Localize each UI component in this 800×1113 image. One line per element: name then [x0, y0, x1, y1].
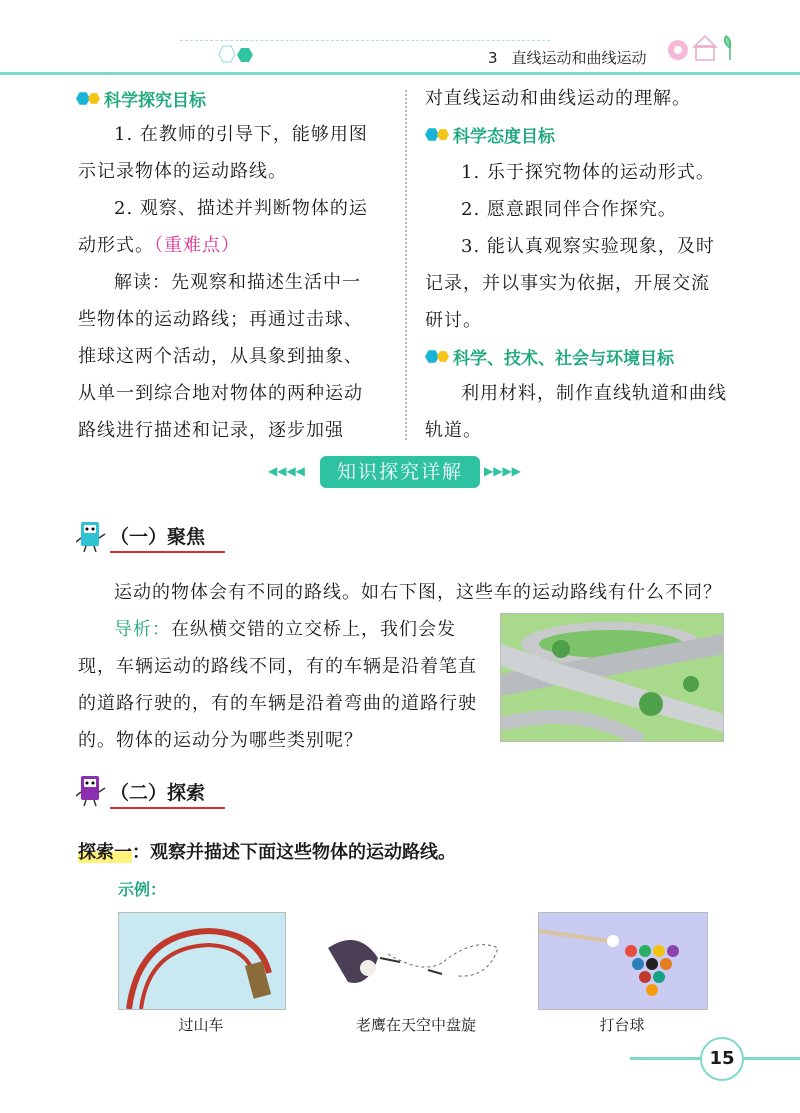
page-number: 15: [700, 1037, 744, 1081]
chapter-heading: [488, 47, 647, 68]
caption-roller-coaster: 过山车: [178, 1016, 224, 1034]
book-mascot-icon: [76, 772, 106, 808]
column-divider: [405, 90, 407, 440]
attitude-item-3: 3. 能认真观察实验现象，及时记录，并以事实为依据，开展交流研讨。: [425, 236, 715, 331]
eagle-image: [318, 918, 514, 1004]
attitude-goal-title: 科学态度目标: [453, 127, 555, 147]
explore-task: [78, 838, 456, 864]
goal-item-2-text: 2. 观察、描述并判断物体的运动形式。: [78, 198, 368, 256]
continued-text: 对直线运动和曲线运动的理解。: [425, 88, 691, 109]
house-flower-decoration-icon: [660, 28, 760, 68]
left-arrows-icon: ◀◀◀◀: [268, 464, 305, 478]
goal-item-2: [78, 190, 378, 264]
analysis-text: 在纵横交错的立交桥上，我们会发现，车辆运动的路线不同，有的车辆是沿着笔直的道路行驶的，有的车辆是沿着弯曲的道路行驶的。物体的运动分为哪些类别呢？: [78, 619, 477, 751]
roller-coaster-image: [118, 912, 286, 1010]
chapter-number: 3: [488, 49, 498, 67]
billiards-image: [538, 912, 708, 1010]
task-label: 探索一: [78, 842, 132, 863]
sts-goal-heading: [425, 344, 674, 369]
header-rule: [0, 72, 800, 75]
focus-title: （一）聚焦: [110, 522, 225, 553]
explore-title: （二）探索: [110, 778, 225, 809]
example-label: 示例：: [118, 880, 167, 899]
goal-item-1: 1. 在教师的引导下，能够用图示记录物体的运动路线。: [78, 124, 368, 182]
hexagon-icon: [425, 350, 439, 364]
sts-goal-title: 科学、技术、社会与环境目标: [453, 349, 674, 369]
focus-question: 运动的物体会有不同的路线。如右下图，这些车的运动路线有什么不同？: [114, 582, 722, 603]
hexagon-icon: [76, 92, 90, 106]
inquiry-goal-title: 科学探究目标: [104, 91, 206, 111]
chapter-title: 直线运动和曲线运动: [511, 49, 647, 67]
section-banner: 知识探究详解: [320, 456, 480, 488]
analysis-label: 导析：: [114, 619, 171, 640]
task-text: ：观察并描述下面这些物体的运动路线。: [132, 842, 456, 863]
attitude-item-1: 1. 乐于探究物体的运动形式。: [461, 162, 715, 183]
inquiry-goal-heading: [76, 86, 206, 111]
caption-eagle: 老鹰在天空中盘旋: [355, 1016, 476, 1034]
hexagon-icon: [437, 351, 449, 363]
book-mascot-icon: [76, 518, 106, 554]
focus-analysis: [78, 611, 482, 759]
caption-billiards: 打台球: [599, 1016, 645, 1034]
interchange-image: [500, 613, 724, 742]
hexagon-icon: [437, 129, 449, 141]
key-point-tag: （重难点）: [154, 235, 240, 256]
hexagon-icon: [425, 128, 439, 142]
attitude-goal-heading: [425, 122, 555, 147]
sts-item-1: 利用材料，制作直线轨道和曲线轨道。: [425, 383, 727, 441]
interpretation-paragraph: 解读：先观察和描述生活中一些物体的运动路线；再通过击球、推球这两个活动，从具象到抽象、从单一到综合地对物体的两种运动路线进行描述和记录，逐步加强: [78, 272, 363, 441]
hexagon-icon: [88, 93, 100, 105]
attitude-item-2: 2. 愿意跟同伴合作探究。: [461, 199, 677, 220]
right-arrows-icon: ▶▶▶▶: [484, 464, 521, 478]
hexagon-decoration-icon: [215, 42, 255, 67]
